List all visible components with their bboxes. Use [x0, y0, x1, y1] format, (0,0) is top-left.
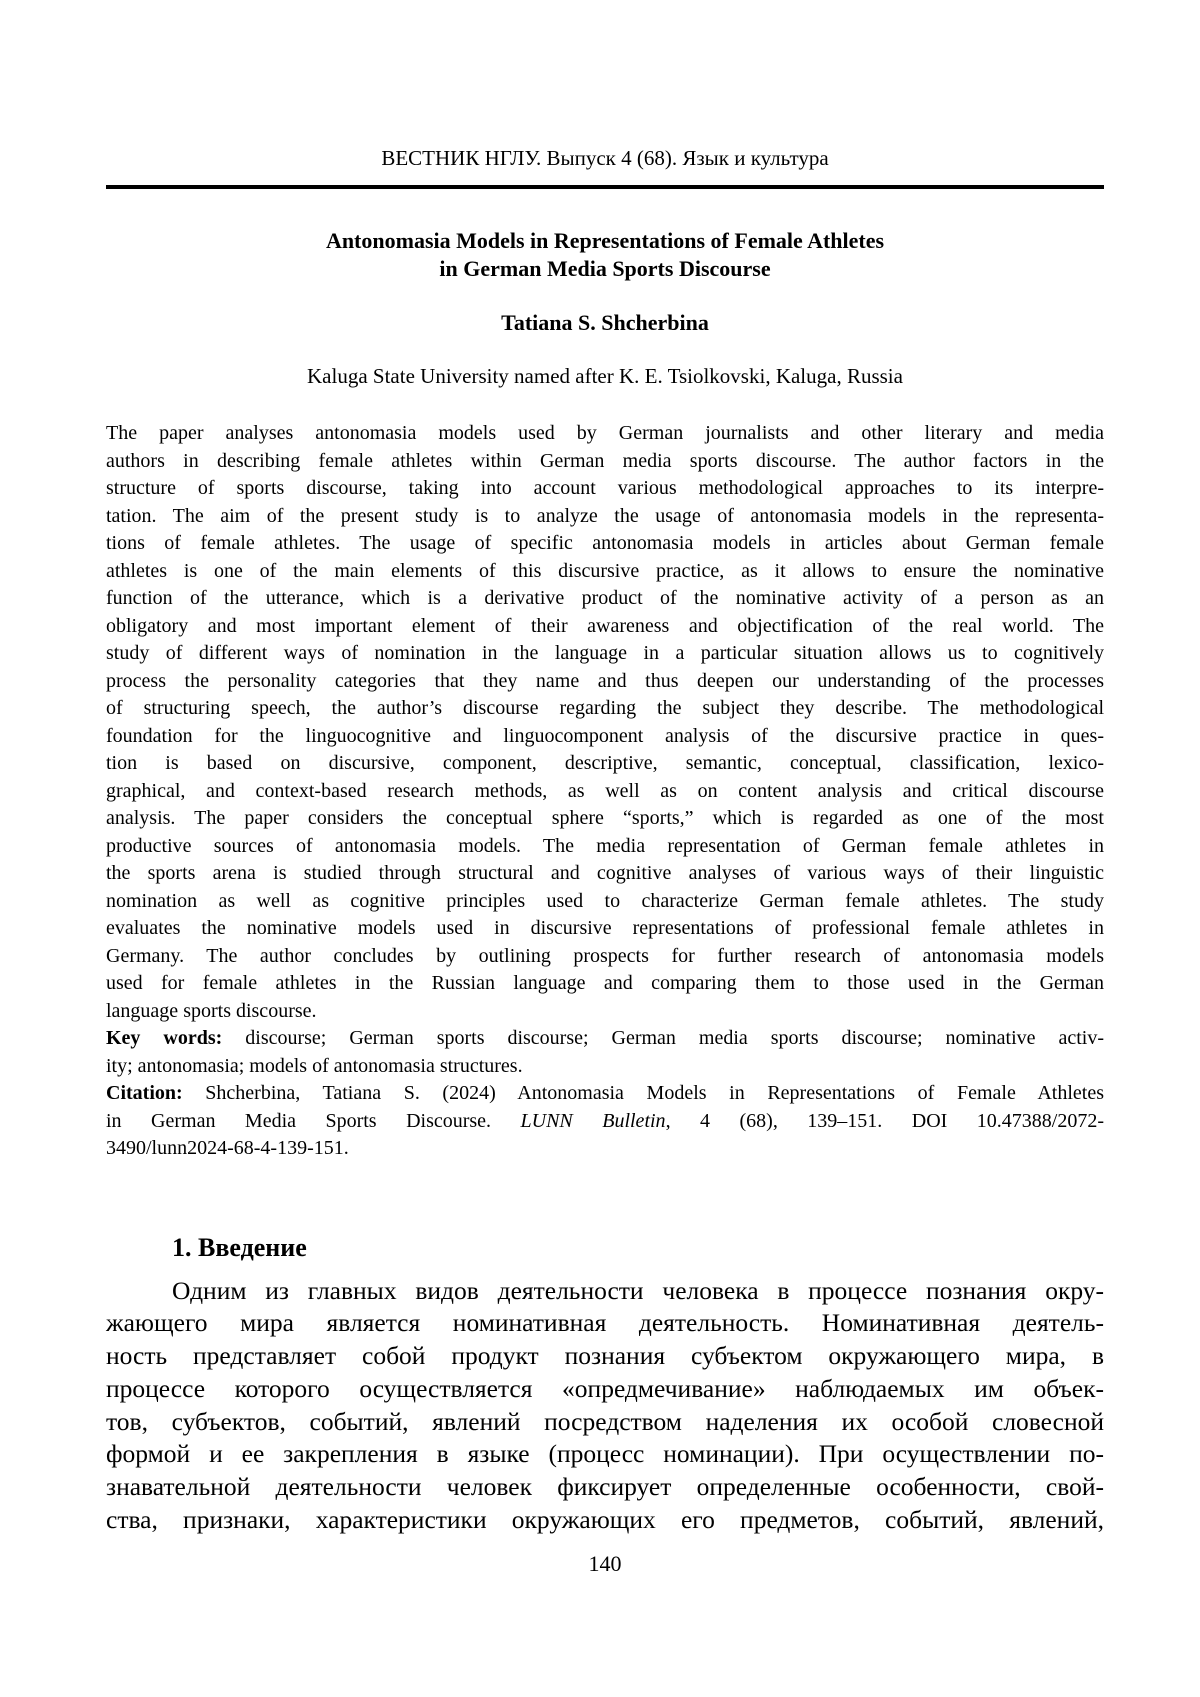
- text-segment: , 4 (68), 139–151. DOI 10.47388/2072-: [665, 1109, 1104, 1132]
- abstract-paragraph: [106, 420, 1104, 1025]
- text-line: ность представляет собой продукт познания субъектом окружающего мира, в: [106, 1341, 1104, 1371]
- text-segment: Citation:: [106, 1082, 183, 1104]
- text-line: формой и ее закрепления в языке (процесс номинации). При осуществлении по-: [106, 1439, 1104, 1469]
- text-line: Одним из главных видов деятельности человека в процессе познания окру-: [172, 1275, 1104, 1305]
- text-segment: Shcherbina, Tatiana S. (2024) Antonomasia Models in Representations of Female Athletes: [182, 1082, 1104, 1104]
- text-line: foundation for the linguocognitive and linguocomponent analysis of the discursive practice in ques-: [106, 724, 1104, 747]
- text-line: The paper analyses antonomasia models used by German journalists and other literary and media: [106, 422, 1104, 444]
- text-line: graphical, and context-based research methods, as well as on content analysis and critical discourse: [106, 779, 1104, 802]
- text-line: [106, 1025, 1104, 1053]
- text-line: [106, 1108, 1104, 1136]
- text-line: жающего мира является номинативная деятельность. Номинативная деятель-: [106, 1308, 1104, 1338]
- journal-header: ВЕСТНИК НГЛУ. Выпуск 4 (68). Язык и культура: [381, 146, 829, 170]
- author-name: Tatiana S. Shcherbina: [501, 310, 709, 335]
- text-line: process the personality categories that they name and thus deepen our understanding of the processes: [106, 669, 1104, 692]
- text-line: function of the utterance, which is a derivative product of the nominative activity of a person as an: [106, 587, 1104, 609]
- text-line: тов, субъектов, событий, явлений посредством наделения их особой словесной: [106, 1406, 1104, 1436]
- text-line: tation. The aim of the present study is to analyze the usage of antonomasia models in the representa-: [106, 504, 1104, 527]
- text-line: знавательной деятельности человек фиксирует определенные особенности, свой-: [106, 1472, 1104, 1502]
- text-line: 3490/lunn2024-68-4-139-151.: [106, 1137, 349, 1159]
- article-title: [106, 227, 1104, 283]
- text-segment: discourse; German sports discourse; German media sports discourse; nominative activ-: [222, 1027, 1104, 1049]
- text-line: nomination as well as cognitive principles used to characterize German female athletes. The study: [106, 889, 1104, 912]
- text-line: of structuring speech, the author’s discourse regarding the subject they describe. The methodological: [106, 697, 1104, 719]
- text-line: productive sources of antonomasia models. The media representation of German female athletes in: [106, 834, 1104, 857]
- text-line: analysis. The paper considers the conceptual sphere “sports,” which is regarded as one of the most: [106, 807, 1104, 829]
- text-line: the sports arena is studied through structural and cognitive analyses of various ways of their linguistic: [106, 862, 1104, 884]
- text-line: процессе которого осуществляется «опредмечивание» наблюдаемых им объек-: [106, 1373, 1104, 1403]
- text-line: study of different ways of nomination in the language in a particular situation allows us to cognitively: [106, 642, 1104, 664]
- citation-paragraph: [106, 1080, 1104, 1163]
- article-title-line1: Antonomasia Models in Representations of Female Athletes: [325, 228, 885, 253]
- text-line: ства, признаки, характеристики окружающих его предметов, событий, явлений,: [106, 1505, 1104, 1535]
- text-line: evaluates the nominative models used in discursive representations of professional female athletes in: [106, 917, 1104, 939]
- text-segment: Key words:: [106, 1027, 223, 1049]
- keywords-paragraph: [106, 1025, 1104, 1080]
- article-title-line2: in German Media Sports Discourse: [439, 256, 771, 281]
- text-line: structure of sports discourse, taking into account various methodological approaches to its interpre-: [106, 477, 1104, 499]
- text-line: language sports discourse.: [106, 999, 317, 1022]
- affiliation: Kaluga State University named after K. E. Tsiolkovski, Kaluga, Russia: [307, 364, 903, 388]
- text-line: obligatory and most important element of their awareness and objectification of the real world. The: [106, 614, 1104, 637]
- header-rule: [106, 185, 1104, 189]
- text-line: used for female athletes in the Russian language and comparing them to those used in the German: [106, 972, 1104, 994]
- text-line: authors in describing female athletes within German media sports discourse. The author factors in the: [106, 449, 1104, 472]
- text-line: tions of female athletes. The usage of specific antonomasia models in articles about German female: [106, 532, 1104, 554]
- introduction-paragraph: [106, 1275, 1104, 1537]
- text-line: [106, 1080, 1104, 1108]
- text-line: tion is based on discursive, component, descriptive, semantic, conceptual, classification, lexico-: [106, 752, 1104, 774]
- page-number: 140: [588, 1550, 622, 1576]
- text-line: athletes is one of the main elements of this discursive practice, as it allows to ensure the nominative: [106, 559, 1104, 582]
- text-line: ity; antonomasia; models of antonomasia structures.: [106, 1054, 523, 1077]
- text-segment: in German Media Sports Discourse.: [106, 1109, 521, 1132]
- text-segment: LUNN Bulletin: [520, 1109, 666, 1132]
- text-line: Germany. The author concludes by outlining prospects for further research of antonomasia models: [106, 944, 1104, 967]
- section-heading-introduction: 1. Введение: [172, 1232, 307, 1262]
